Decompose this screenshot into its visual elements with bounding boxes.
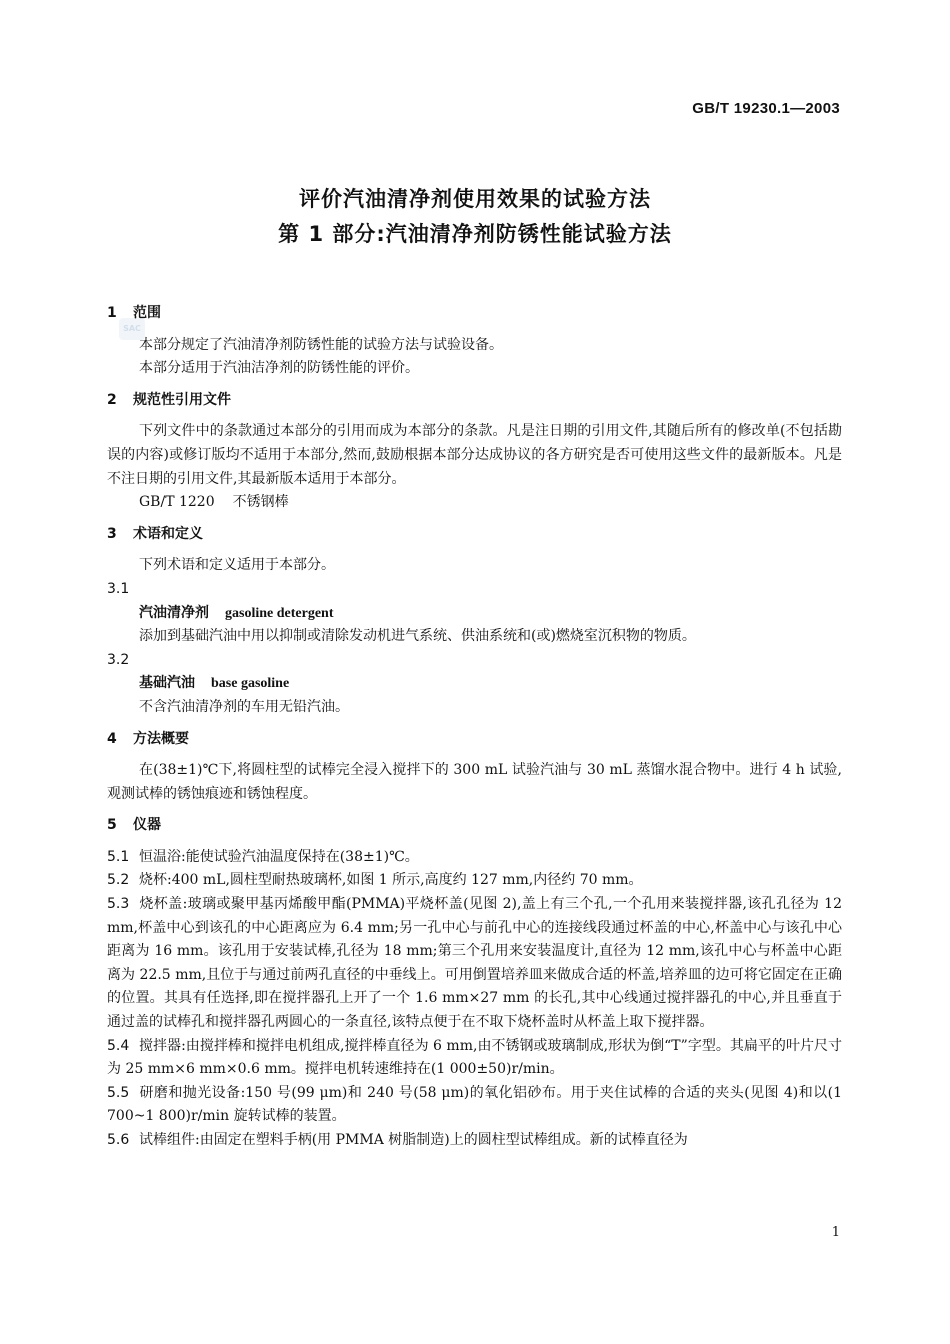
term-en: gasoline detergent	[225, 605, 334, 621]
clause-text: 研磨和抛光设备:150 号(99 μm)和 240 号(58 μm)的氧化铝砂布。用于夹住试棒的合适的夹头(见图 4)和以(1 700~1 800)r/min 旋转试棒的装置。	[107, 1084, 842, 1125]
clause-5-1	[107, 846, 842, 870]
section-heading-2	[107, 389, 842, 413]
clause-5-5	[107, 1082, 842, 1129]
document-body	[107, 294, 842, 1153]
term-title	[107, 602, 842, 626]
clause-5-4	[107, 1035, 842, 1082]
section-number: 5	[107, 817, 117, 834]
term-number: 3.1	[107, 580, 130, 597]
clause-text: 恒温浴:能使试验汽油温度保持在(38±1)℃。	[139, 848, 419, 865]
term-definition: 添加到基础汽油中用以抑制或清除发动机进气系统、供油系统和(或)燃烧室沉积物的物质。	[139, 628, 696, 645]
section-heading-4	[107, 728, 842, 752]
page-number: 1	[831, 1225, 840, 1240]
standard-code: GB/T 19230.1—2003	[692, 100, 840, 117]
clause-number: 5.1	[107, 848, 130, 865]
section-title: 规范性引用文件	[133, 391, 231, 408]
clause-5-3	[107, 893, 842, 1035]
clause-text: 烧杯盖:玻璃或聚甲基丙烯酸甲酯(PMMA)平烧杯盖(见图 2),盖上有三个孔,一个孔用来装搅拌器,该孔孔径为 12 mm,杯盖中心到该孔的中心距离应为 6.4 mm;另一孔中心与前孔中心的连接线段通过杯盖的中心,杯盖中心与该孔中心距离为 16 mm。该孔用于安装试棒,孔径为 18 mm;第三个孔用来安装温度计,直径为 12 mm,该孔中心与杯盖中心距离为 22.5 mm,且位于与通过前两孔直径的中垂线上。可用倒置培养皿来做成合适的杯盖,培养皿的边可将它固定在正确的位置。其具有任选择,即在搅拌器孔上开了一个 1.6 mm×27 mm 的长孔,其中心线通过搅拌器孔的中心,并且垂直于通过盖的试棒孔和搅拌器孔两圆心的一条直径,该特点便于在不取下烧杯盖时从杯盖上取下搅拌器。	[107, 896, 842, 1031]
term-number: 3.2	[107, 651, 130, 668]
term-zh: 基础汽油	[139, 675, 195, 692]
section-title: 术语和定义	[133, 525, 203, 542]
clause-number: 5.3	[107, 896, 130, 913]
section-title: 仪器	[133, 817, 161, 834]
paragraph: 在(38±1)℃下,将圆柱型的试棒完全浸入搅拌下的 300 mL 试验汽油与 30 mL 蒸馏水混合物中。进行 4 h 试验,观测试棒的锈蚀痕迹和锈蚀程度。	[107, 762, 842, 802]
reference-title: 不锈钢棒	[232, 494, 289, 511]
document-title-line-1: 评价汽油清净剂使用效果的试验方法	[299, 187, 651, 211]
paragraph: 下列术语和定义适用于本部分。	[139, 557, 335, 574]
section-number: 2	[107, 391, 117, 408]
reference-code: GB/T 1220	[139, 494, 215, 511]
normative-reference	[107, 491, 842, 515]
clause-text: 搅拌器:由搅拌棒和搅拌电机组成,搅拌棒直径为 6 mm,由不锈钢或玻璃制成,形状为倒“T”字型。其扁平的叶片尺寸为 25 mm×6 mm×0.6 mm。搅拌电机转速维持在(1 000±50)r/min。	[107, 1037, 842, 1078]
paragraph: 本部分适用于汽油洁净剂的防锈性能的评价。	[139, 360, 419, 377]
paragraph: 下列文件中的条款通过本部分的引用而成为本部分的条款。凡是注日期的引用文件,其随后所有的修改单(不包括勘误的内容)或修订版均不适用于本部分,然而,鼓励根据本部分达成协议的各方研究是否可使用这些文件的最新版本。凡是不注日期的引用文件,其最新版本适用于本部分。	[107, 423, 842, 487]
section-number: 3	[107, 525, 117, 542]
term-en: base gasoline	[211, 676, 290, 692]
section-heading-5	[107, 814, 842, 838]
clause-5-6	[107, 1129, 842, 1153]
clause-number: 5.4	[107, 1037, 130, 1054]
section-heading-3	[107, 523, 842, 547]
term-title	[107, 672, 842, 696]
clause-text: 试棒组件:由固定在塑料手柄(用 PMMA 树脂制造)上的圆柱型试棒组成。新的试棒直径为	[139, 1132, 688, 1148]
clause-number: 5.2	[107, 872, 130, 889]
clause-number: 5.5	[107, 1084, 130, 1101]
section-number: 1	[107, 305, 117, 321]
clause-5-2	[107, 869, 842, 893]
section-title: 范围	[133, 305, 161, 321]
clause-text: 烧杯:400 mL,圆柱型耐热玻璃杯,如图 1 所示,高度约 127 mm,内径约 70 mm。	[139, 872, 643, 889]
term-definition: 不含汽油清净剂的车用无铅汽油。	[139, 698, 349, 715]
term-zh: 汽油清净剂	[139, 604, 209, 621]
document-title-line-2: 第 1 部分:汽油清净剂防锈性能试验方法	[278, 222, 672, 246]
section-title: 方法概要	[133, 730, 189, 747]
section-number: 4	[107, 730, 117, 747]
sac-watermark-icon: SAC	[119, 318, 145, 340]
section-heading-1	[107, 302, 842, 326]
clause-number: 5.6	[107, 1132, 130, 1148]
paragraph: 本部分规定了汽油清净剂防锈性能的试验方法与试验设备。	[139, 336, 503, 353]
